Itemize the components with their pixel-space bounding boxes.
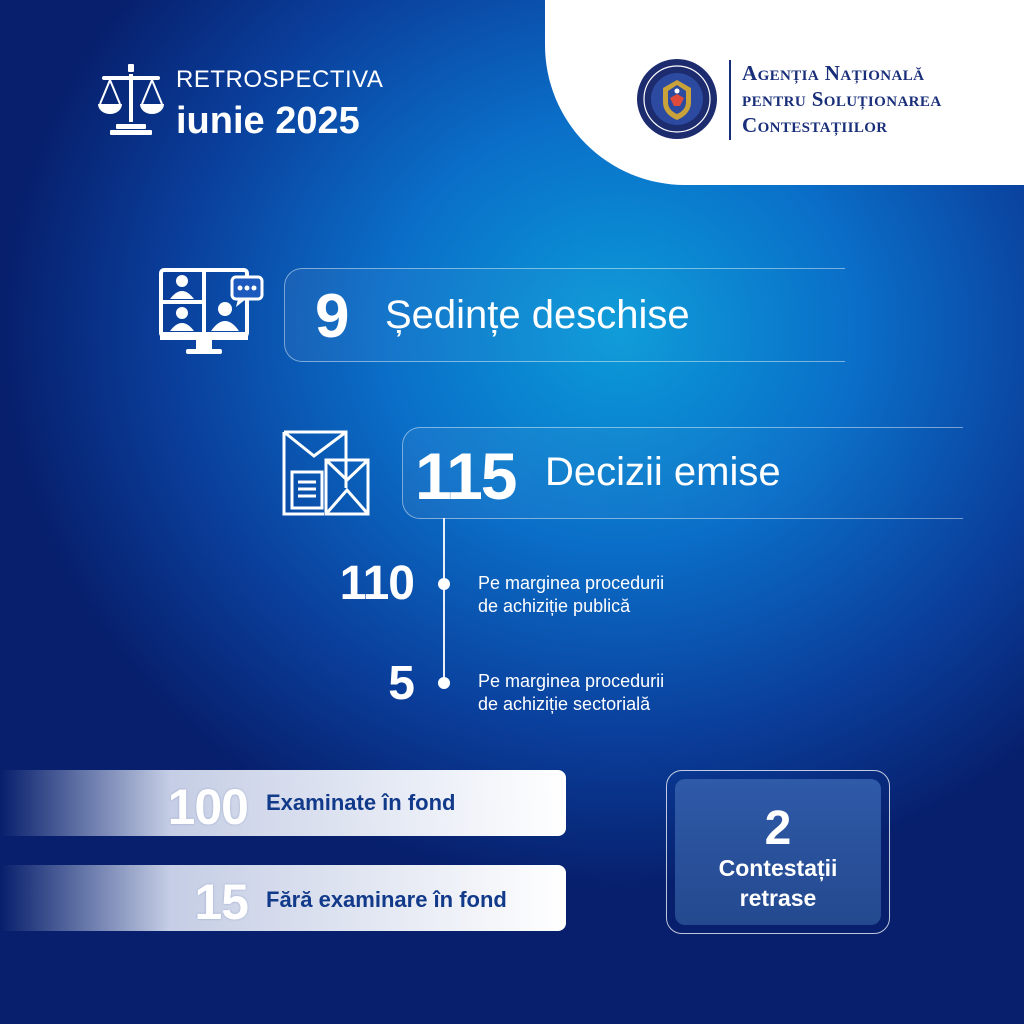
examined-on-merits-bar	[0, 770, 566, 836]
timeline-dot	[438, 578, 450, 590]
withdrawn-card-inner	[675, 779, 881, 925]
agency-name-line: Agenția Națională	[742, 61, 925, 85]
label-line: de achiziție sectorială	[478, 694, 651, 714]
sessions-label: Ședințe deschise	[385, 293, 690, 337]
timeline-dot	[438, 677, 450, 689]
withdrawn-count: 2	[764, 802, 792, 855]
agency-emblem-icon	[636, 58, 718, 140]
label-line: de achiziție publică	[478, 596, 631, 616]
retrospective-label: RETROSPECTIVA	[176, 66, 384, 93]
withdrawn-label	[675, 853, 881, 913]
decisions-stat-box	[402, 427, 963, 519]
report-period: iunie 2025	[176, 100, 360, 142]
withdrawn-complaints-card	[666, 770, 890, 934]
examined-count: 100	[167, 779, 248, 835]
video-meeting-icon	[158, 267, 266, 363]
public-procurement-label	[478, 572, 664, 618]
label-line: Pe marginea procedurii	[478, 573, 665, 593]
agency-name-line: pentru Soluționarea	[742, 87, 942, 111]
not-examined-count: 15	[194, 874, 248, 930]
label-line: retrase	[739, 885, 817, 911]
agency-divider	[729, 60, 731, 140]
agency-name-line: Contestațiilor	[742, 113, 888, 137]
not-examined-bar	[0, 865, 566, 931]
not-examined-label: Fără examinare în fond	[266, 887, 507, 912]
public-procurement-count: 110	[339, 557, 414, 610]
label-line: Contestații	[718, 855, 838, 881]
sessions-count: 9	[315, 282, 350, 351]
label-line: Pe marginea procedurii	[478, 671, 665, 691]
sectoral-procurement-label	[478, 670, 664, 716]
breakdown-timeline	[443, 518, 445, 684]
sessions-stat-box	[284, 268, 845, 362]
examined-label: Examinate în fond	[266, 790, 456, 815]
documents-envelope-icon	[280, 428, 372, 518]
sectoral-procurement-count: 5	[388, 657, 414, 710]
decisions-label: Decizii emise	[545, 450, 781, 494]
decisions-count: 115	[415, 439, 516, 513]
agency-name	[742, 60, 942, 138]
scales-of-justice-icon	[98, 62, 164, 136]
